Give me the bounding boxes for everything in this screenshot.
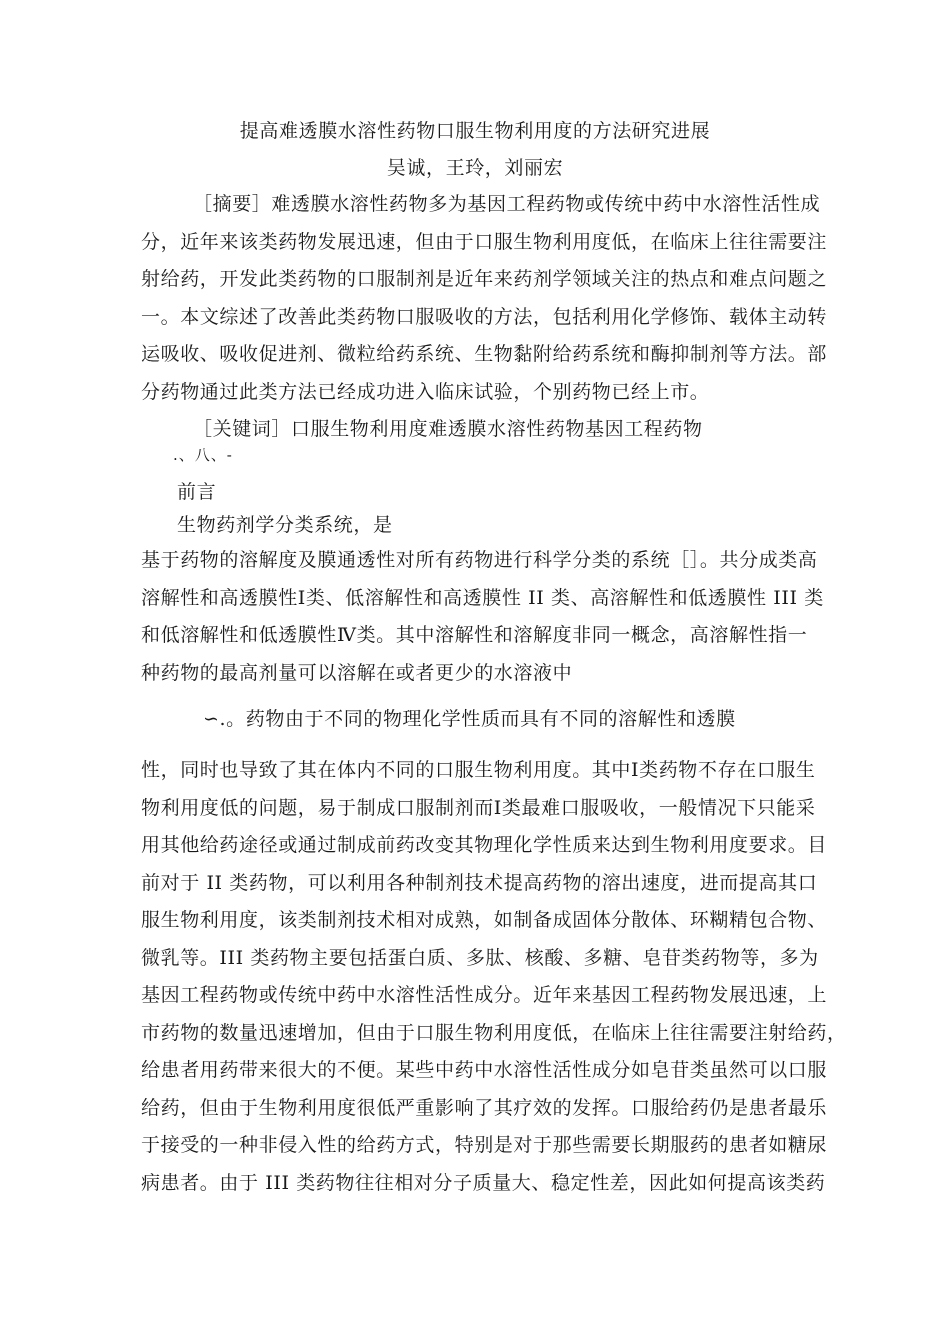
- keywords: ［关键词］口服生物利用度难透膜水溶性药物基因工程药物: [193, 418, 703, 440]
- intro-line: 基于药物的溶解度及膜通透性对所有药物进行科学分类的系统［］。共分成类高: [141, 549, 818, 571]
- body-line: 病患者。由于 III 类药物往往相对分子质量大、稳定性差，因此如何提高该类药: [141, 1172, 826, 1194]
- intro-line: 和低溶解性和低透膜性Ⅳ类。其中溶解性和溶解度非同一概念，高溶解性指一: [141, 624, 808, 646]
- body-line: 给患者用药带来很大的不便。某些中药中水溶性活性成分如皂苷类虽然可以口服: [141, 1059, 828, 1081]
- body-line: 给药，但由于生物利用度很低严重影响了其疗效的发挥。口服给药仍是患者最乐: [141, 1097, 828, 1119]
- body-line: 前对于 II 类药物，可以利用各种制剂技术提高药物的溶出速度，进而提高其口: [141, 872, 818, 894]
- abstract-line: ［摘要］难透膜水溶性药物多为基因工程药物或传统中药中水溶性活性成: [193, 193, 821, 215]
- author-list: 吴诚，王玲，刘丽宏: [386, 157, 564, 179]
- body-line: 用其他给药途径或通过制成前药改变其物理化学性质来达到生物利用度要求。目: [141, 834, 828, 856]
- abstract-line: 一。本文综述了改善此类药物口服吸收的方法，包括利用化学修饰、载体主动转: [141, 306, 828, 328]
- abstract-line: 分，近年来该类药物发展迅速，但由于口服生物利用度低，在临床上往往需要注: [141, 231, 828, 253]
- section-heading: 前言: [177, 481, 217, 503]
- stray-mark: .、八、-: [173, 446, 233, 464]
- body-line: 于接受的一种非侵入性的给药方式，特别是对于那些需要长期服药的患者如糖尿: [141, 1134, 828, 1156]
- body-line: 性，同时也导致了其在体内不同的口服生物利用度。其中Ⅰ类药物不存在口服生: [141, 759, 816, 781]
- body-line: 服生物利用度，该类制剂技术相对成熟，如制备成固体分散体、环糊精包合物、: [141, 909, 828, 931]
- body-line: 物利用度低的问题，易于制成口服制剂而Ⅰ类最难口服吸收，一般情况下只能采: [141, 797, 816, 819]
- formula-line: ∽.。药物由于不同的物理化学性质而具有不同的溶解性和透膜: [203, 708, 736, 730]
- body-line: 市药物的数量迅速增加，但由于口服生物利用度低，在临床上往往需要注射给药，: [141, 1022, 847, 1044]
- abstract-line: 射给药，开发此类药物的口服制剂是近年来药剂学领域关注的热点和难点问题之: [141, 268, 828, 290]
- abstract-line: 分药物通过此类方法已经成功进入临床试验，个别药物已经上市。: [141, 381, 710, 403]
- abstract-line: 运吸收、吸收促进剂、微粒给药系统、生物黏附给药系统和酶抑制剂等方法。部: [141, 343, 828, 365]
- intro-paragraph-start: 生物药剂学分类系统，是: [177, 514, 393, 536]
- intro-line: 溶解性和高透膜性Ⅰ类、低溶解性和高透膜性 II 类、高溶解性和低透膜性 III 类: [141, 587, 824, 609]
- intro-line: 种药物的最高剂量可以溶解在或者更少的水溶液中: [141, 662, 573, 684]
- body-line: 微乳等。III 类药物主要包括蛋白质、多肽、核酸、多糖、皂苷类药物等，多为: [141, 947, 819, 969]
- body-line: 基因工程药物或传统中药中水溶性活性成分。近年来基因工程药物发展迅速，上: [141, 984, 828, 1006]
- paper-title: 提高难透膜水溶性药物口服生物利用度的方法研究进展: [239, 120, 711, 142]
